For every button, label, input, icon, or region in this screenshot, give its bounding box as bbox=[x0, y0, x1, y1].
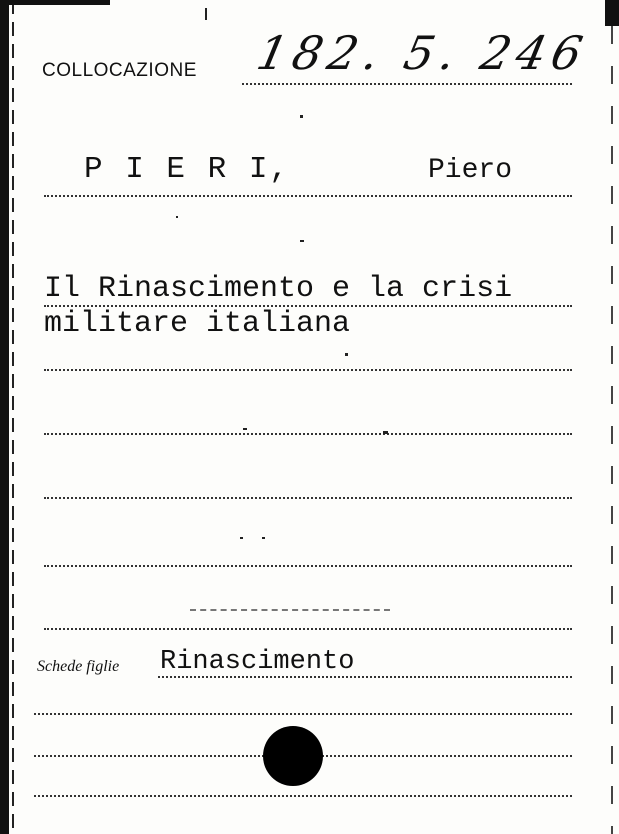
ruled-line-3 bbox=[44, 369, 572, 371]
collocazione-label: COLLOCAZIONE bbox=[42, 60, 197, 81]
speck bbox=[345, 353, 348, 356]
speck bbox=[262, 537, 265, 539]
collocazione-line bbox=[242, 83, 572, 85]
ruled-line-9 bbox=[34, 713, 572, 715]
speck bbox=[176, 216, 178, 218]
ruled-line-4 bbox=[44, 433, 572, 435]
card-corner-mark bbox=[605, 0, 619, 26]
schede-figlie-value: Rinascimento bbox=[160, 647, 355, 677]
card-top-edge bbox=[0, 0, 110, 5]
speck bbox=[300, 240, 304, 242]
author-first-name: Piero bbox=[428, 155, 513, 186]
schede-figlie-label: Schede figlie bbox=[37, 658, 120, 675]
punch-hole bbox=[263, 726, 323, 786]
title-line-2: militare italiana bbox=[44, 307, 351, 341]
ruled-line-11 bbox=[34, 795, 572, 797]
speck bbox=[383, 431, 388, 434]
speck bbox=[300, 115, 303, 118]
speck bbox=[240, 537, 243, 539]
collocazione-value: 182. 5. 246 bbox=[252, 26, 594, 80]
card-right-margin-line bbox=[611, 26, 613, 834]
speck bbox=[205, 8, 207, 20]
ruled-line-5 bbox=[44, 497, 572, 499]
card-left-margin-line bbox=[12, 0, 14, 834]
ruled-line-7 bbox=[44, 628, 572, 630]
ruled-line-6 bbox=[44, 565, 572, 567]
author-surname: P I E R I, bbox=[84, 152, 291, 187]
faint-erased-line bbox=[190, 609, 390, 611]
card-left-edge bbox=[0, 0, 9, 834]
author-line bbox=[44, 195, 572, 197]
title-line-1: Il Rinascimento e la crisi bbox=[44, 272, 513, 306]
speck bbox=[243, 428, 247, 430]
schede-figlie-line bbox=[158, 676, 572, 678]
